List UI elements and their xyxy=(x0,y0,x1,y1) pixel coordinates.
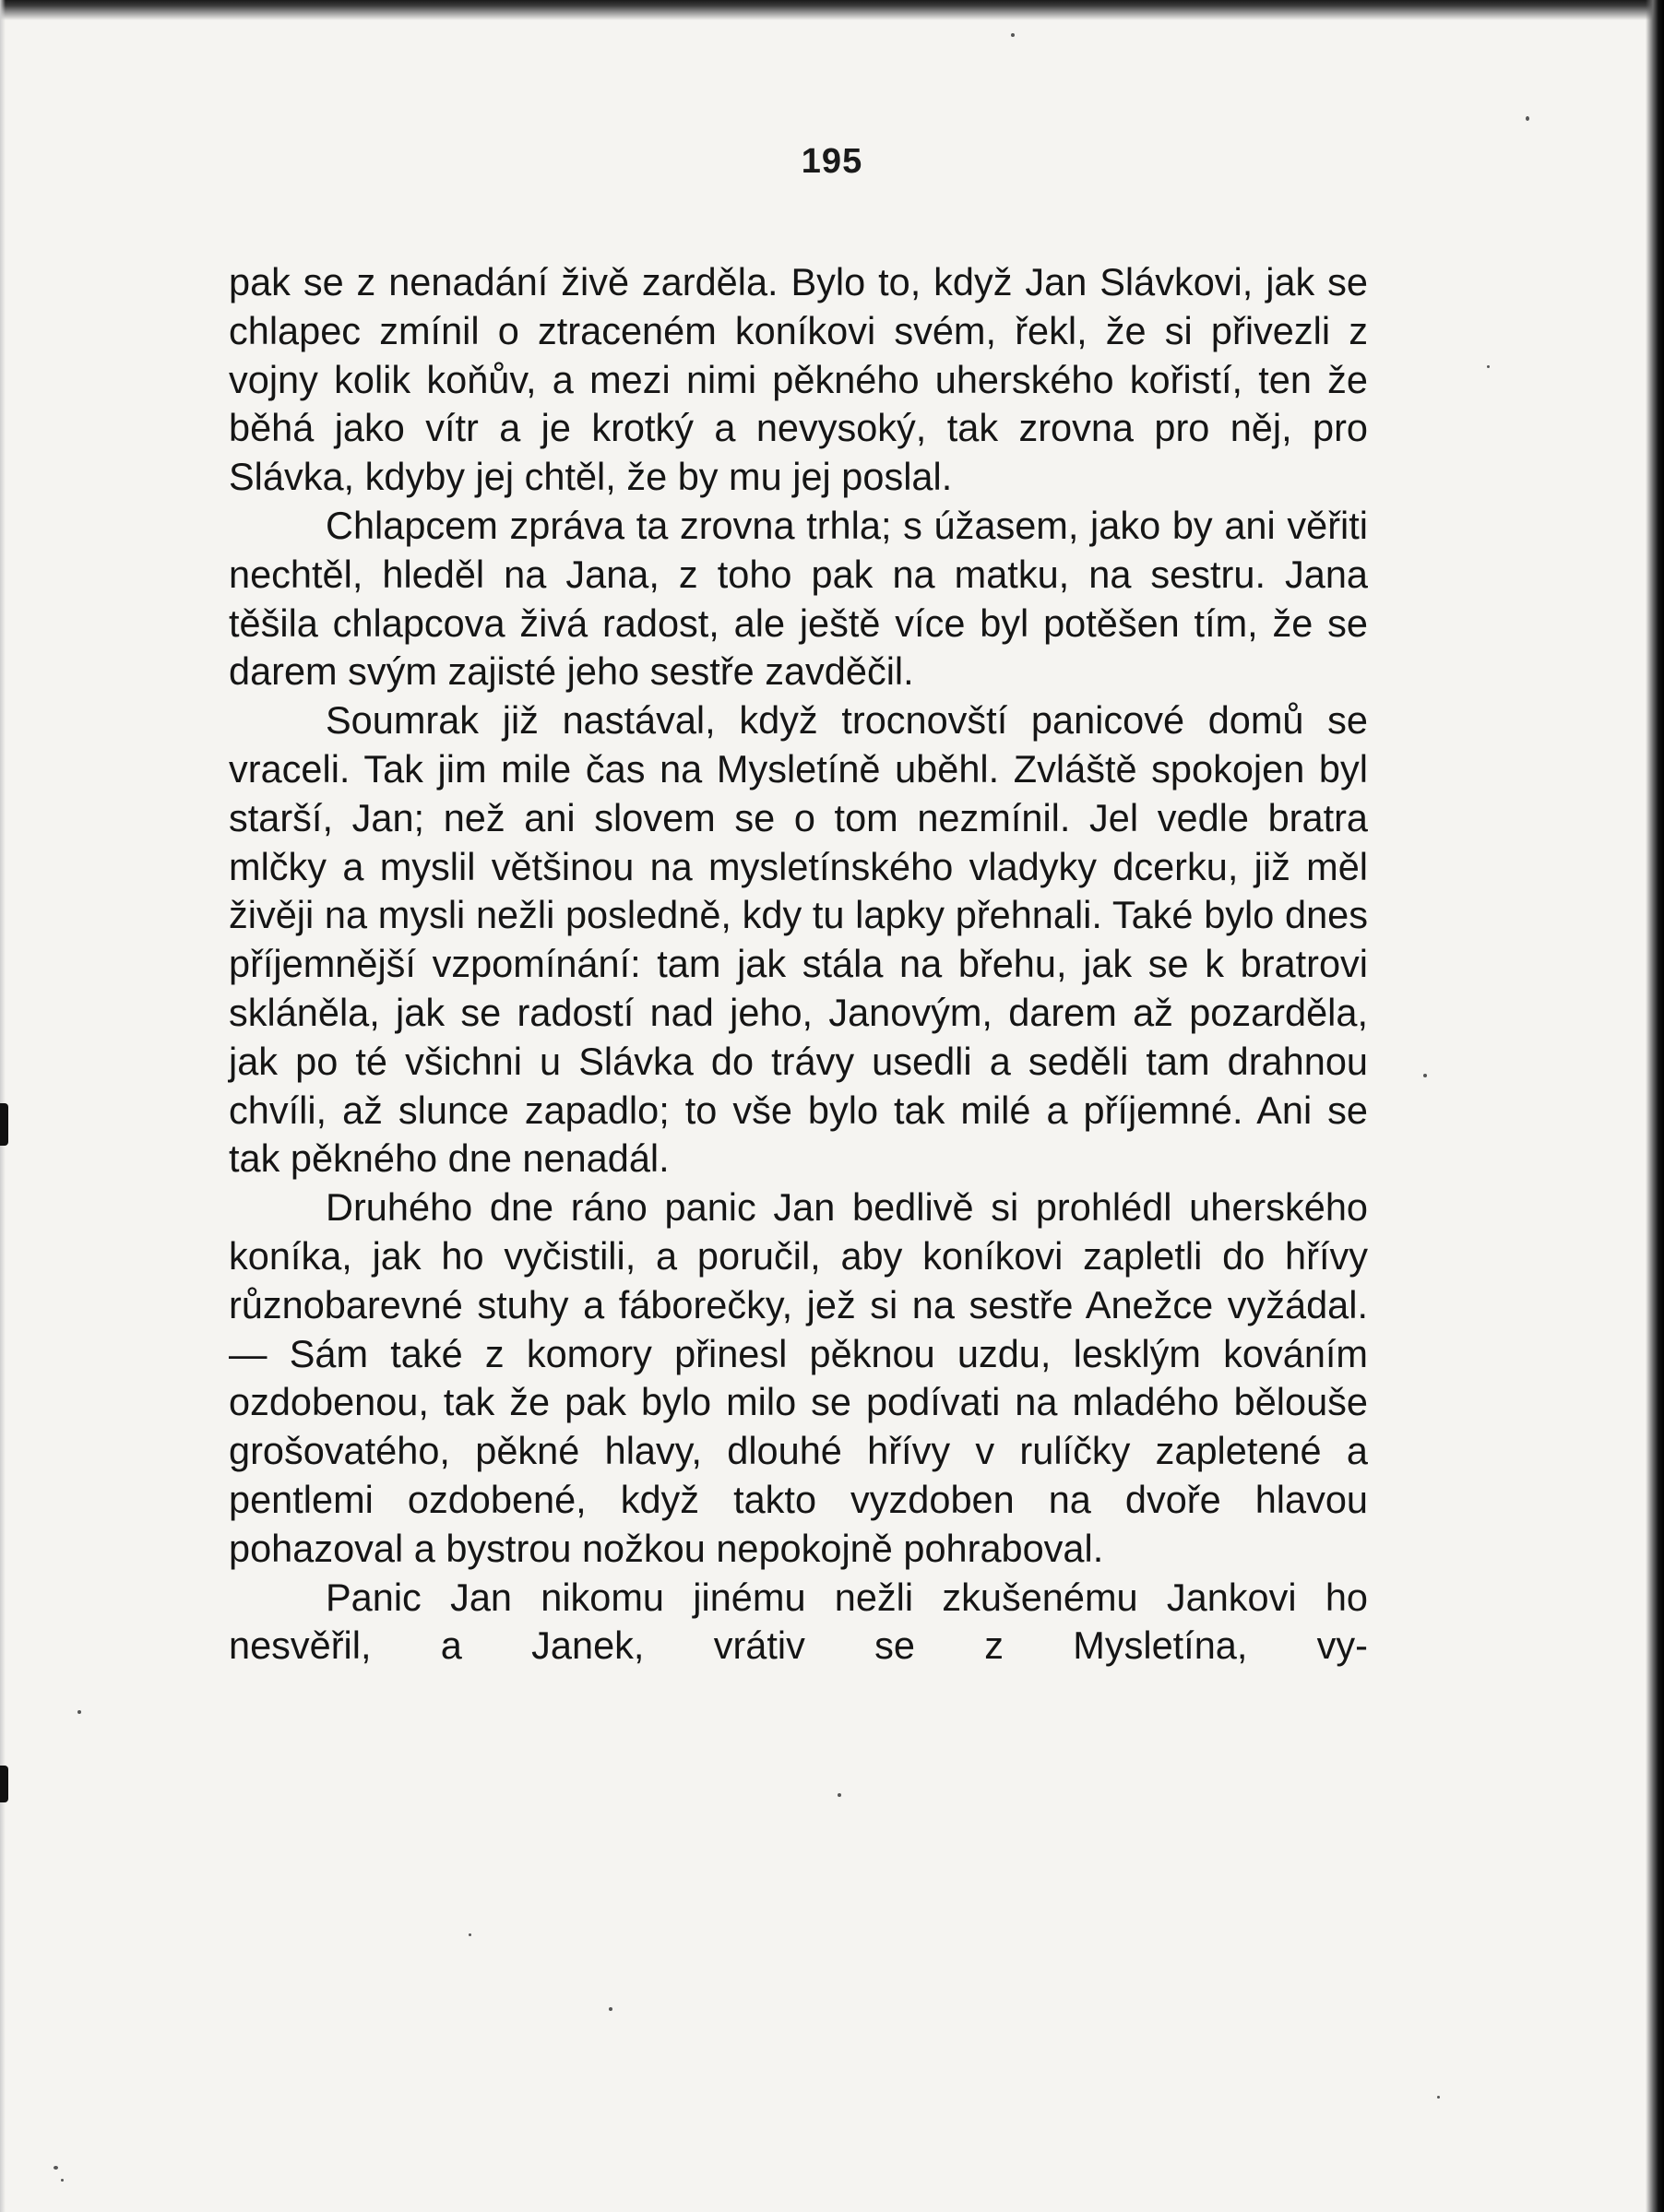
paragraph: Panic Jan nikomu jinému nežli zkušenému Jankovi ho nesvěřil, a Janek, vrátiv se z Mysletína, vy- xyxy=(229,1575,1368,1668)
paragraph: pak se z nenadání živě zarděla. Bylo to, když Jan Slávkovi, jak se chlapec zmínil o ztraceném koníkovi svém, řekl, že si přivezli z vojny kolik koňův, a mezi nimi pěkného uherského kořistí, ten že běhá jako vítr a je krotký a nevysoký, tak zrovna pro něj, pro Slávka, kdyby jej chtěl, že by mu jej poslal. xyxy=(229,260,1368,499)
paragraph: Soumrak již nastával, když trocnovští panicové domů se vraceli. Tak jim mile čas na Mysletíně uběhl. Zvláště spokojen byl starší, Jan; než ani slovem se o tom nezmínil. Jel vedle bratra mlčky a myslil většinou na mysletínského vladyky dcerku, již měl živěji na mysli nežli posledně, kdy tu lapky přehnali. Také bylo dnes příjemnější vzpomínání: tam jak stála na břehu, jak se k bratrovi skláněla, jak se radostí nad jeho, Janovým, darem až pozarděla, jak po té všichni u Slávka do trávy usedli a seděli tam drahnou chvíli, až slunce zapadlo; to vše bylo tak milé a příjemné. Ani se tak pěkného dne nenadál. xyxy=(229,698,1368,1181)
paragraph: Druhého dne ráno panic Jan bedlivě si prohlédl uherského koníka, jak ho vyčistili, a poručil, aby koníkovi zapletli do hřívy různobarevné stuhy a fáborečky, jež si na sestře Anežce vyžádal. — Sám také z komory přinesl pěknou uzdu, lesklým kováním ozdobenou, tak že pak bylo milo se podívati na mladého bělouše grošovatého, pěkné hlavy, dlouhé hřívy v rulíčky zapletené a pentlemi ozdobené, když takto vyzdoben na dvoře hlavou pohazoval a bystrou nožkou nepokojně pohraboval. xyxy=(229,1185,1368,1570)
page-right-edge-shadow xyxy=(1646,0,1664,2212)
scan-speck xyxy=(1011,33,1015,37)
scan-speck xyxy=(1526,116,1529,121)
scan-speck xyxy=(1437,2096,1440,2099)
scan-speck xyxy=(1487,365,1490,368)
binding-mark xyxy=(0,1766,8,1802)
scan-speck xyxy=(77,1710,81,1714)
binding-mark xyxy=(0,1103,8,1146)
paragraph: Chlapcem zpráva ta zrovna trhla; s úžasem, jako by ani věřiti nechtěl, hleděl na Jana, z toho pak na matku, na sestru. Jana těšila chlapcova živá radost, ale ještě více byl potěšen tím, že se darem svým zajisté jeho sestře zavděčil. xyxy=(229,503,1368,694)
scan-speck xyxy=(61,2179,64,2182)
page-number: 195 xyxy=(801,142,863,181)
scan-speck xyxy=(1423,1074,1427,1077)
scan-speck xyxy=(838,1793,841,1797)
body-text xyxy=(229,258,1368,1671)
scan-speck xyxy=(469,1933,471,1936)
scan-speck xyxy=(609,2007,612,2011)
page-top-edge-shadow xyxy=(0,0,1664,20)
scan-speck xyxy=(53,2166,58,2170)
